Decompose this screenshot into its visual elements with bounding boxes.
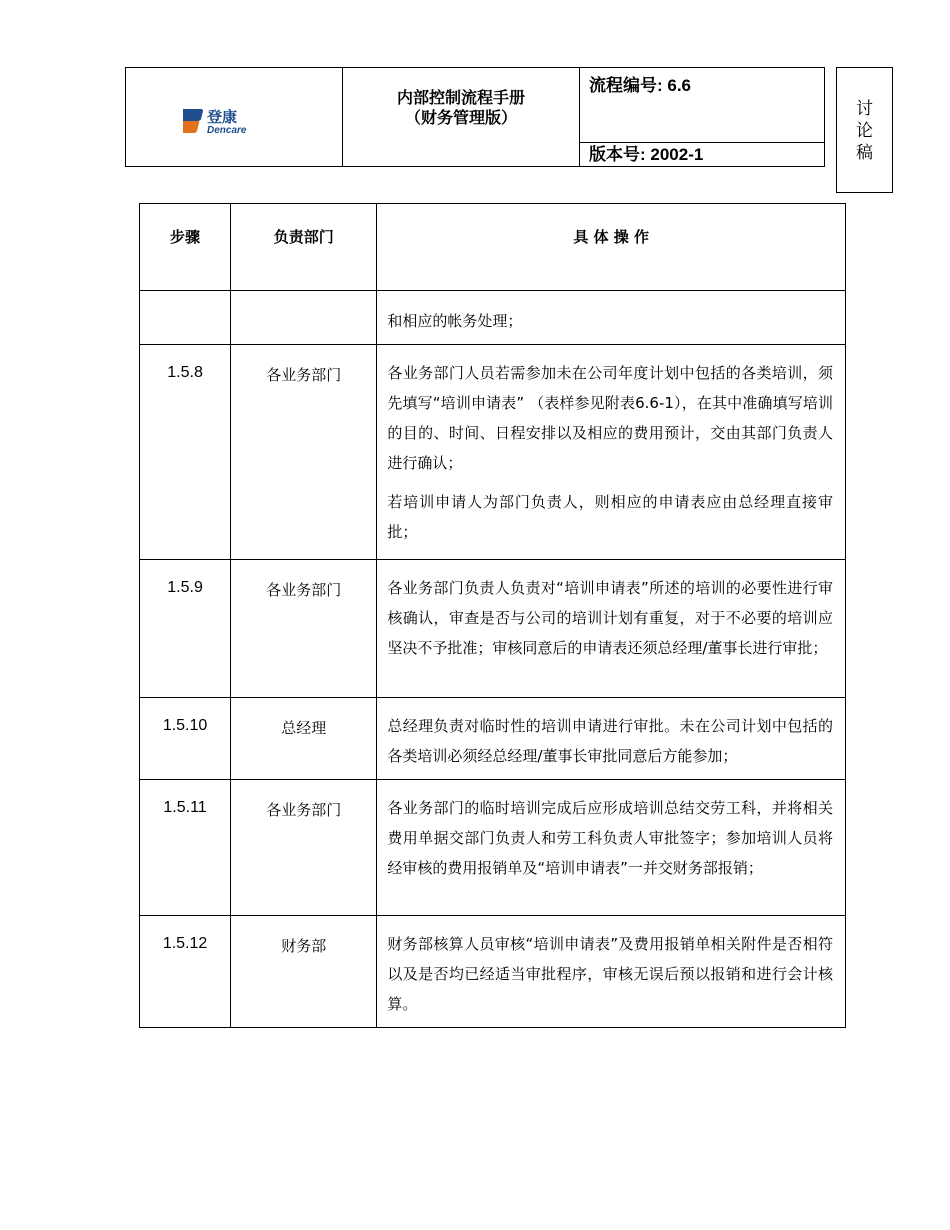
operation-cell: [377, 291, 846, 345]
step-cell: 1.5.11: [140, 780, 231, 916]
operation-text: 和相应的帐务处理；: [387, 312, 523, 330]
table-header-row: [140, 204, 846, 291]
column-header-operation: 具 体 操 作: [377, 204, 846, 291]
svg-text:登康: 登康: [207, 108, 238, 126]
operation-cell: [377, 698, 846, 780]
draft-char: 讨: [856, 99, 873, 119]
document-header: [125, 67, 825, 167]
dencare-logo: [181, 105, 276, 135]
operation-cell: [377, 780, 846, 916]
manual-title-line1: 内部控制流程手册: [396, 88, 525, 107]
operation-text: 各业务部门的临时培训完成后应形成培训总结交劳工科，并将相关费用单据交部门负责人和劳工科负责人审批签字；参加培训人员将经审核的费用报销单及“培训申请表”一并交财务部报销；: [387, 799, 833, 877]
table-row: [140, 345, 846, 560]
table-row: [140, 560, 846, 698]
operation-text: 各业务部门人员若需参加未在公司年度计划中包括的各类培训，须先填写“培训申请表” （表样参见附表6.6-1），在其中准确填写培训的目的、时间、日程安排以及相应的费用预计，交由其部门负责人进行确认；: [387, 364, 833, 472]
draft-stamp: [836, 67, 893, 193]
draft-char: 论: [856, 121, 873, 141]
table-row: [140, 291, 846, 345]
operation-text: 总经理负责对临时性的培训申请进行审批。未在公司计划中包括的各类培训必须经总经理/董事长审批同意后方能参加；: [387, 717, 833, 765]
manual-title-line2: （财务管理版）: [404, 108, 517, 127]
operation-text: 若培训申请人为部门负责人，则相应的申请表应由总经理直接审批；: [387, 493, 833, 541]
table-row: [140, 916, 846, 1028]
table-row: [140, 698, 846, 780]
table-row: [140, 780, 846, 916]
operation-cell: [377, 916, 846, 1028]
step-cell: 1.5.10: [140, 698, 231, 780]
procedure-table: [139, 203, 846, 1028]
dept-cell: 各业务部门: [231, 560, 377, 698]
version-number: 版本号: 2002-1: [580, 143, 825, 167]
dept-cell: 各业务部门: [231, 780, 377, 916]
dept-cell: [231, 291, 377, 345]
operation-cell: [377, 560, 846, 698]
manual-title: [343, 68, 580, 167]
column-header-step: 步骤: [140, 204, 231, 291]
step-cell: 1.5.8: [140, 345, 231, 560]
svg-text:Dencare: Dencare: [207, 125, 247, 135]
operation-text: 财务部核算人员审核“培训申请表”及费用报销单相关附件是否相符以及是否均已经适当审批程序，审核无误后预以报销和进行会计核算。: [387, 935, 833, 1013]
column-header-dept: 负责部门: [231, 204, 377, 291]
step-cell: 1.5.9: [140, 560, 231, 698]
operation-cell: [377, 345, 846, 560]
draft-char: 稿: [856, 143, 873, 163]
dept-cell: 各业务部门: [231, 345, 377, 560]
step-cell: 1.5.12: [140, 916, 231, 1028]
process-code: 流程编号: 6.6: [580, 68, 825, 143]
step-cell: [140, 291, 231, 345]
operation-text: 各业务部门负责人负责对“培训申请表”所述的培训的必要性进行审核确认，审查是否与公司的培训计划有重复，对于不必要的培训应坚决不予批准；审核同意后的申请表还须总经理/董事长进行审批；: [387, 579, 833, 657]
logo-cell: [126, 68, 343, 167]
dept-cell: 总经理: [231, 698, 377, 780]
dept-cell: 财务部: [231, 916, 377, 1028]
